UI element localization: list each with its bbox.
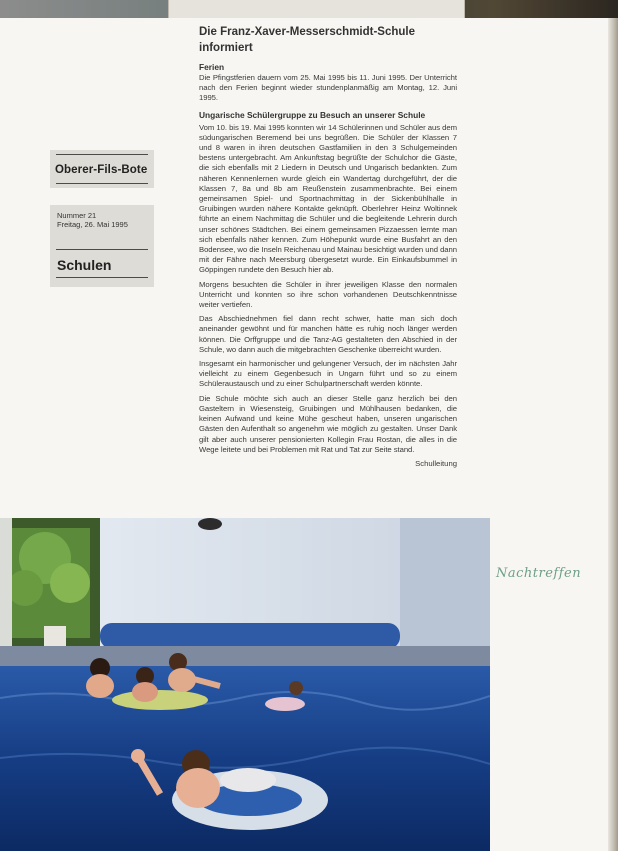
paragraph: Die Schule möchte sich auch an dieser Stelle ganz herzlich bei den Gasteltern in Wiesensteig, Gruibingen und Mühlhausen bedanken, die keinen Aufwand und keine Mühe gescheut haben, unseren ungarischen Gästen den Aufenthalt so angenehm wie möglich zu gestalten. Unser Dank gilt aber auch unserer pensionierten Kollegin Frau Rostan, die alles in die Wege leitete und bei Problemen mit Rat und Tat zur Seite stand. — [199, 393, 457, 454]
newspaper-masthead-clipping — [50, 150, 154, 188]
issue-date: Freitag, 26. Mai 1995 — [57, 220, 128, 229]
pool-photo-illustration — [0, 518, 490, 851]
swimming-pool-photo — [0, 518, 490, 851]
article-clipping — [199, 24, 457, 468]
ceiling-lamp — [198, 518, 222, 530]
masthead-rule-bottom — [56, 183, 148, 184]
article-signature: Schulleitung — [415, 458, 457, 468]
pool-cover-roll — [100, 623, 400, 649]
paragraph: Morgens besuchten die Schüler in ihrer jeweiligen Klasse den normalen Unterricht und konnten so ihre schon vorhandenen Deutschkenntnisse weiter vertiefen. — [199, 279, 457, 310]
issue-info — [57, 211, 128, 229]
plant-pot — [44, 626, 66, 648]
paragraph: Insgesamt ein harmonischer und gelungener Versuch, der im nächsten Jahr vielleicht zu einem Gegenbesuch in Ungarn führt und so zu einem Schüleraustausch und zu einer Schulpartnerschaft werden könnte. — [199, 359, 457, 389]
section-rule-top — [56, 249, 148, 250]
masthead-rule-top — [56, 154, 148, 155]
issue-info-clipping — [50, 205, 154, 287]
handwritten-note: Nachtreffen — [496, 566, 582, 581]
album-binding — [608, 18, 618, 851]
article-headline: Die Franz-Xaver-Messerschmidt-Schule informiert — [199, 26, 416, 54]
previous-page-edge — [168, 0, 465, 18]
subhead-schuelergruppe: Ungarische Schülergruppe zu Besuch an unserer Schule — [199, 109, 426, 120]
section-rule-bottom — [56, 277, 148, 278]
section-title: Schulen — [57, 257, 112, 273]
issue-number: Nummer 21 — [57, 211, 97, 220]
paragraph: Vom 10. bis 19. Mai 1995 konnten wir 14 Schülerinnen und Schüler aus dem südungarischen Beremend bei uns begrüßen. Die Schüler der Klassen 7 und 8 waren in ihren deutschen Gastfamilien in den 3 Schulgemeinden bestens untergebracht. Am Ankunftstag begrüßte der Schulchor die Gäste, die sich ebenfalls mit 2 Liedern in Deutsch und Ungarisch bedankten. Zum näheren Kennenlernen wurde gleich ein Wandertag durchgeführt, der die Klassen 7, 8a und 8b am Reußenstein zusammenbrachte. Bei einem gemeinsamen Spiel- und Sportnachmittag in der Sickenbühlhalle in Gruibingen wurden nähere Kontakte geknüpft. Oberlehrer Heinz Woltinnek führte an einem Nachmittag die Schüler und die begleitende Lehrerin durch unser schönes Städtchen. Bei einem gemeinsamen Pizzaessen lernte man sich ebenfalls näher kennen. Zum Höhepunkt wurde eine Busfahrt an den Bodensee, wo die Inseln Reichenau und Mainau besichtigt wurden und dann mit der Fähre nach Meersburg übergesetzt wurde. Ein Einkaufsbummel in Göppingen rundete den Besuch hier ab. — [199, 122, 457, 275]
paragraph: Das Abschiednehmen fiel dann recht schwer, hatte man sich doch aneinander gewöhnt und für manchen hätte es ruhig noch länger werden können. Die Orffgruppe und die Tanz-AG gestalteten den Abschied in der Schule, wo dann auch die mitgebrachten Geschenke überreicht wurden. — [199, 314, 457, 354]
album-top-edge — [0, 0, 618, 18]
subhead-ferien: Ferien — [199, 62, 225, 72]
newspaper-name: Oberer-Fils-Bote — [55, 164, 148, 176]
paragraph: Die Pfingstferien dauern vom 25. Mai 1995 bis 11. Juni 1995. Der Unterricht nach den Ferien beginnt wieder stundenplanmäßig am Montag, 12. Juni 1995. — [199, 73, 457, 103]
